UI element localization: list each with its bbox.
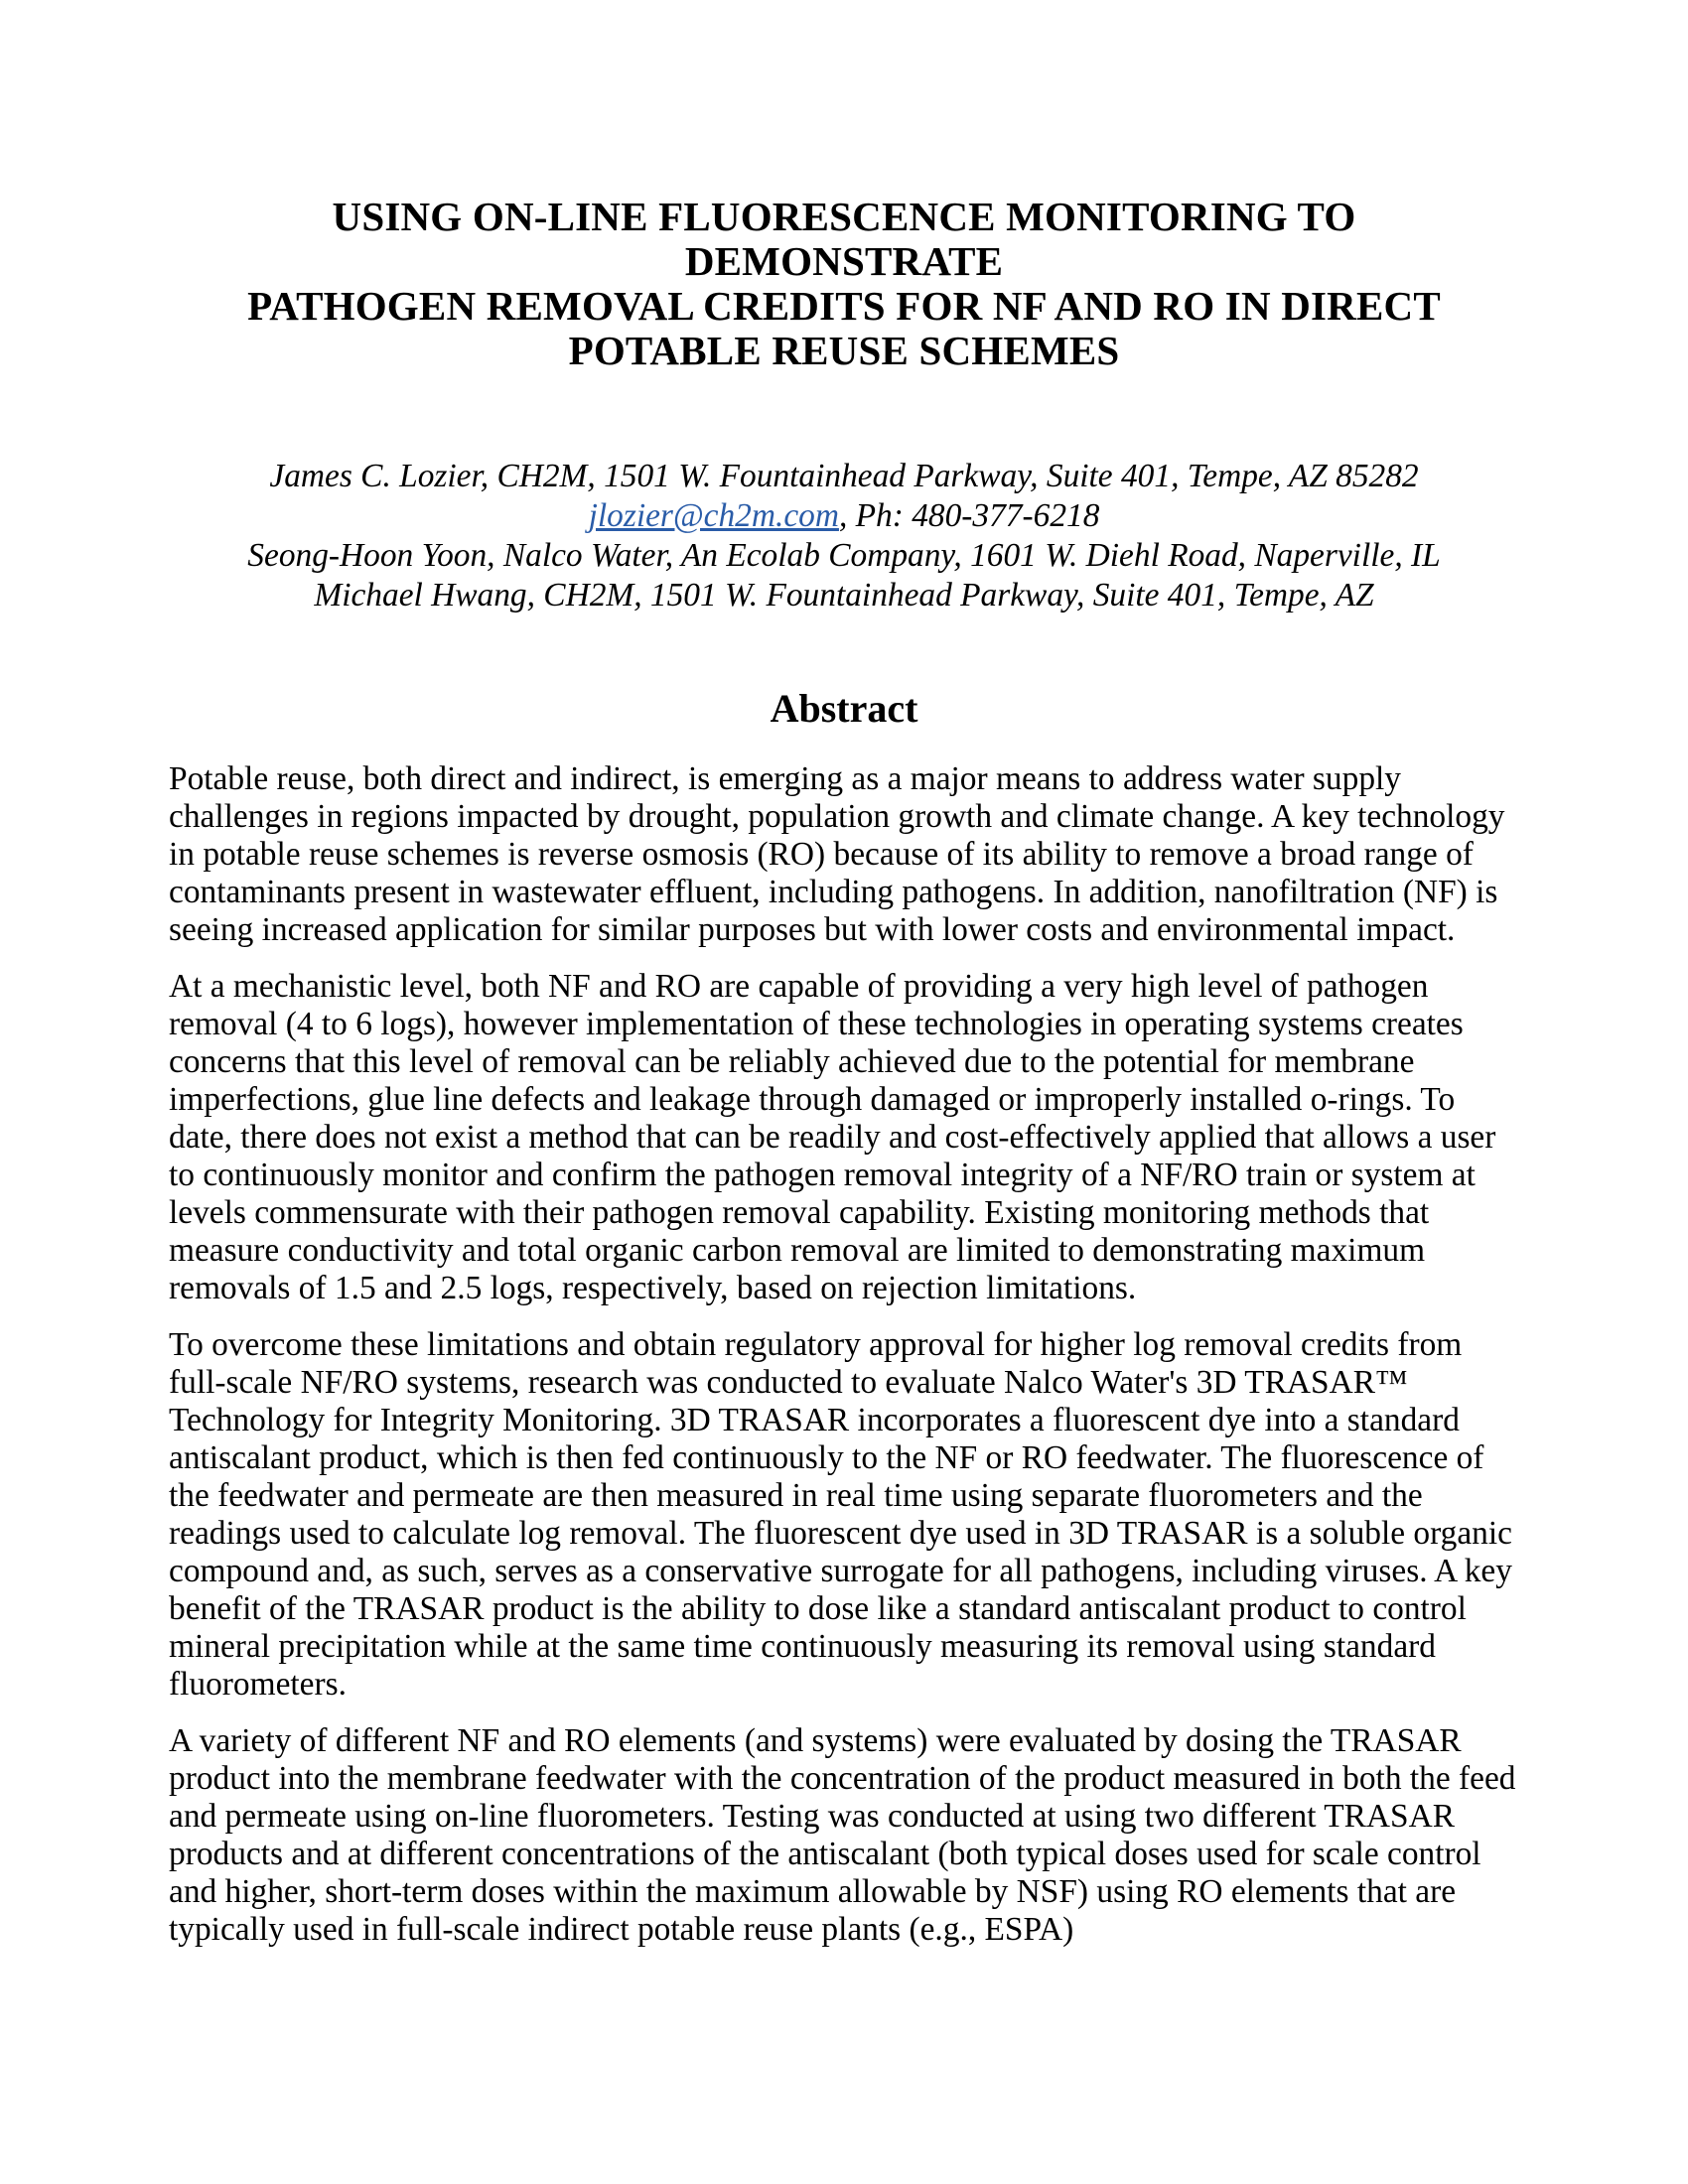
author-line-yoon: Seong-Hoon Yoon, Nalco Water, An Ecolab Company, 1601 W. Diehl Road, Naperville, IL	[247, 537, 1441, 574]
abstract-paragraph-1: Potable reuse, both direct and indirect, is emerging as a major means to address water supply challenges in regions impacted by drought, population growth and climate change. A key technology in potable reuse schemes is reverse osmosis (RO) because of its ability to remove a broad range of contaminants present in wastewater effluent, including pathogens. In addition, nanofiltration (NF) is seeing increased application for similar purposes but with lower costs and environmental impact.	[169, 760, 1505, 948]
author-line-hwang: Michael Hwang, CH2M, 1501 W. Fountainhead Parkway, Suite 401, Tempe, AZ	[314, 577, 1374, 614]
abstract-heading: Abstract	[770, 686, 918, 731]
paper-title-line-2: PATHOGEN REMOVAL CREDITS FOR NF AND RO IN DIRECT	[247, 283, 1441, 329]
author-contact-line	[169, 496, 1519, 536]
paper-title	[169, 195, 1519, 373]
paper-title-line-3: POTABLE REUSE SCHEMES	[568, 328, 1120, 373]
abstract-paragraph-3: To overcome these limitations and obtain regulatory approval for higher log removal credits from full-scale NF/RO systems, research was conducted to evaluate Nalco Water's 3D TRASAR™ Technology for Integrity Monitoring. 3D TRASAR incorporates a fluorescent dye into a standard antiscalant product, which is then fed continuously to the NF or RO feedwater. The fluorescence of the feedwater and permeate are then measured in real time using separate fluorometers and the readings used to calculate log removal. The fluorescent dye used in 3D TRASAR is a soluble organic compound and, as such, serves as a conservative surrogate for all pathogens, including viruses. A key benefit of the TRASAR product is the ability to dose like a standard antiscalant product to control mineral precipitation while at the same time continuously measuring its removal using standard fluorometers.	[169, 1326, 1512, 1703]
page-content	[169, 0, 1519, 1949]
paper-title-line-1: USING ON-LINE FLUORESCENCE MONITORING TO DEMONSTRATE	[332, 194, 1356, 284]
abstract-paragraph-2: At a mechanistic level, both NF and RO are capable of providing a very high level of pathogen removal (4 to 6 logs), however implementation of these technologies in operating systems creates concerns that this level of removal can be reliably achieved due to the potential for membrane imperfections, glue line defects and leakage through damaged or improperly installed o-rings. To date, there does not exist a method that can be readily and cost-effectively applied that allows a user to continuously monitor and confirm the pathogen removal integrity of a NF/RO train or system at levels commensurate with their pathogen removal capability. Existing monitoring methods that measure conductivity and total organic carbon removal are limited to demonstrating maximum removals of 1.5 and 2.5 logs, respectively, based on rejection limitations.	[169, 968, 1496, 1306]
author-block	[169, 457, 1519, 615]
phone-text: , Ph: 480-377-6218	[838, 497, 1100, 534]
email-link[interactable]: jlozier@ch2m.com	[588, 497, 839, 534]
abstract-paragraph-4: A variety of different NF and RO elements (and systems) were evaluated by dosing the TRASAR product into the membrane feedwater with the concentration of the product measured in both the feed and permeate using on-line fluorometers. Testing was conducted at using two different TRASAR products and at different concentrations of the antiscalant (both typical doses used for scale control and higher, short-term doses within the maximum allowable by NSF) using RO elements that are typically used in full-scale indirect potable reuse plants (e.g., ESPA)	[169, 1722, 1516, 1948]
author-line-lozier: James C. Lozier, CH2M, 1501 W. Fountainhead Parkway, Suite 401, Tempe, AZ 85282	[269, 458, 1419, 494]
